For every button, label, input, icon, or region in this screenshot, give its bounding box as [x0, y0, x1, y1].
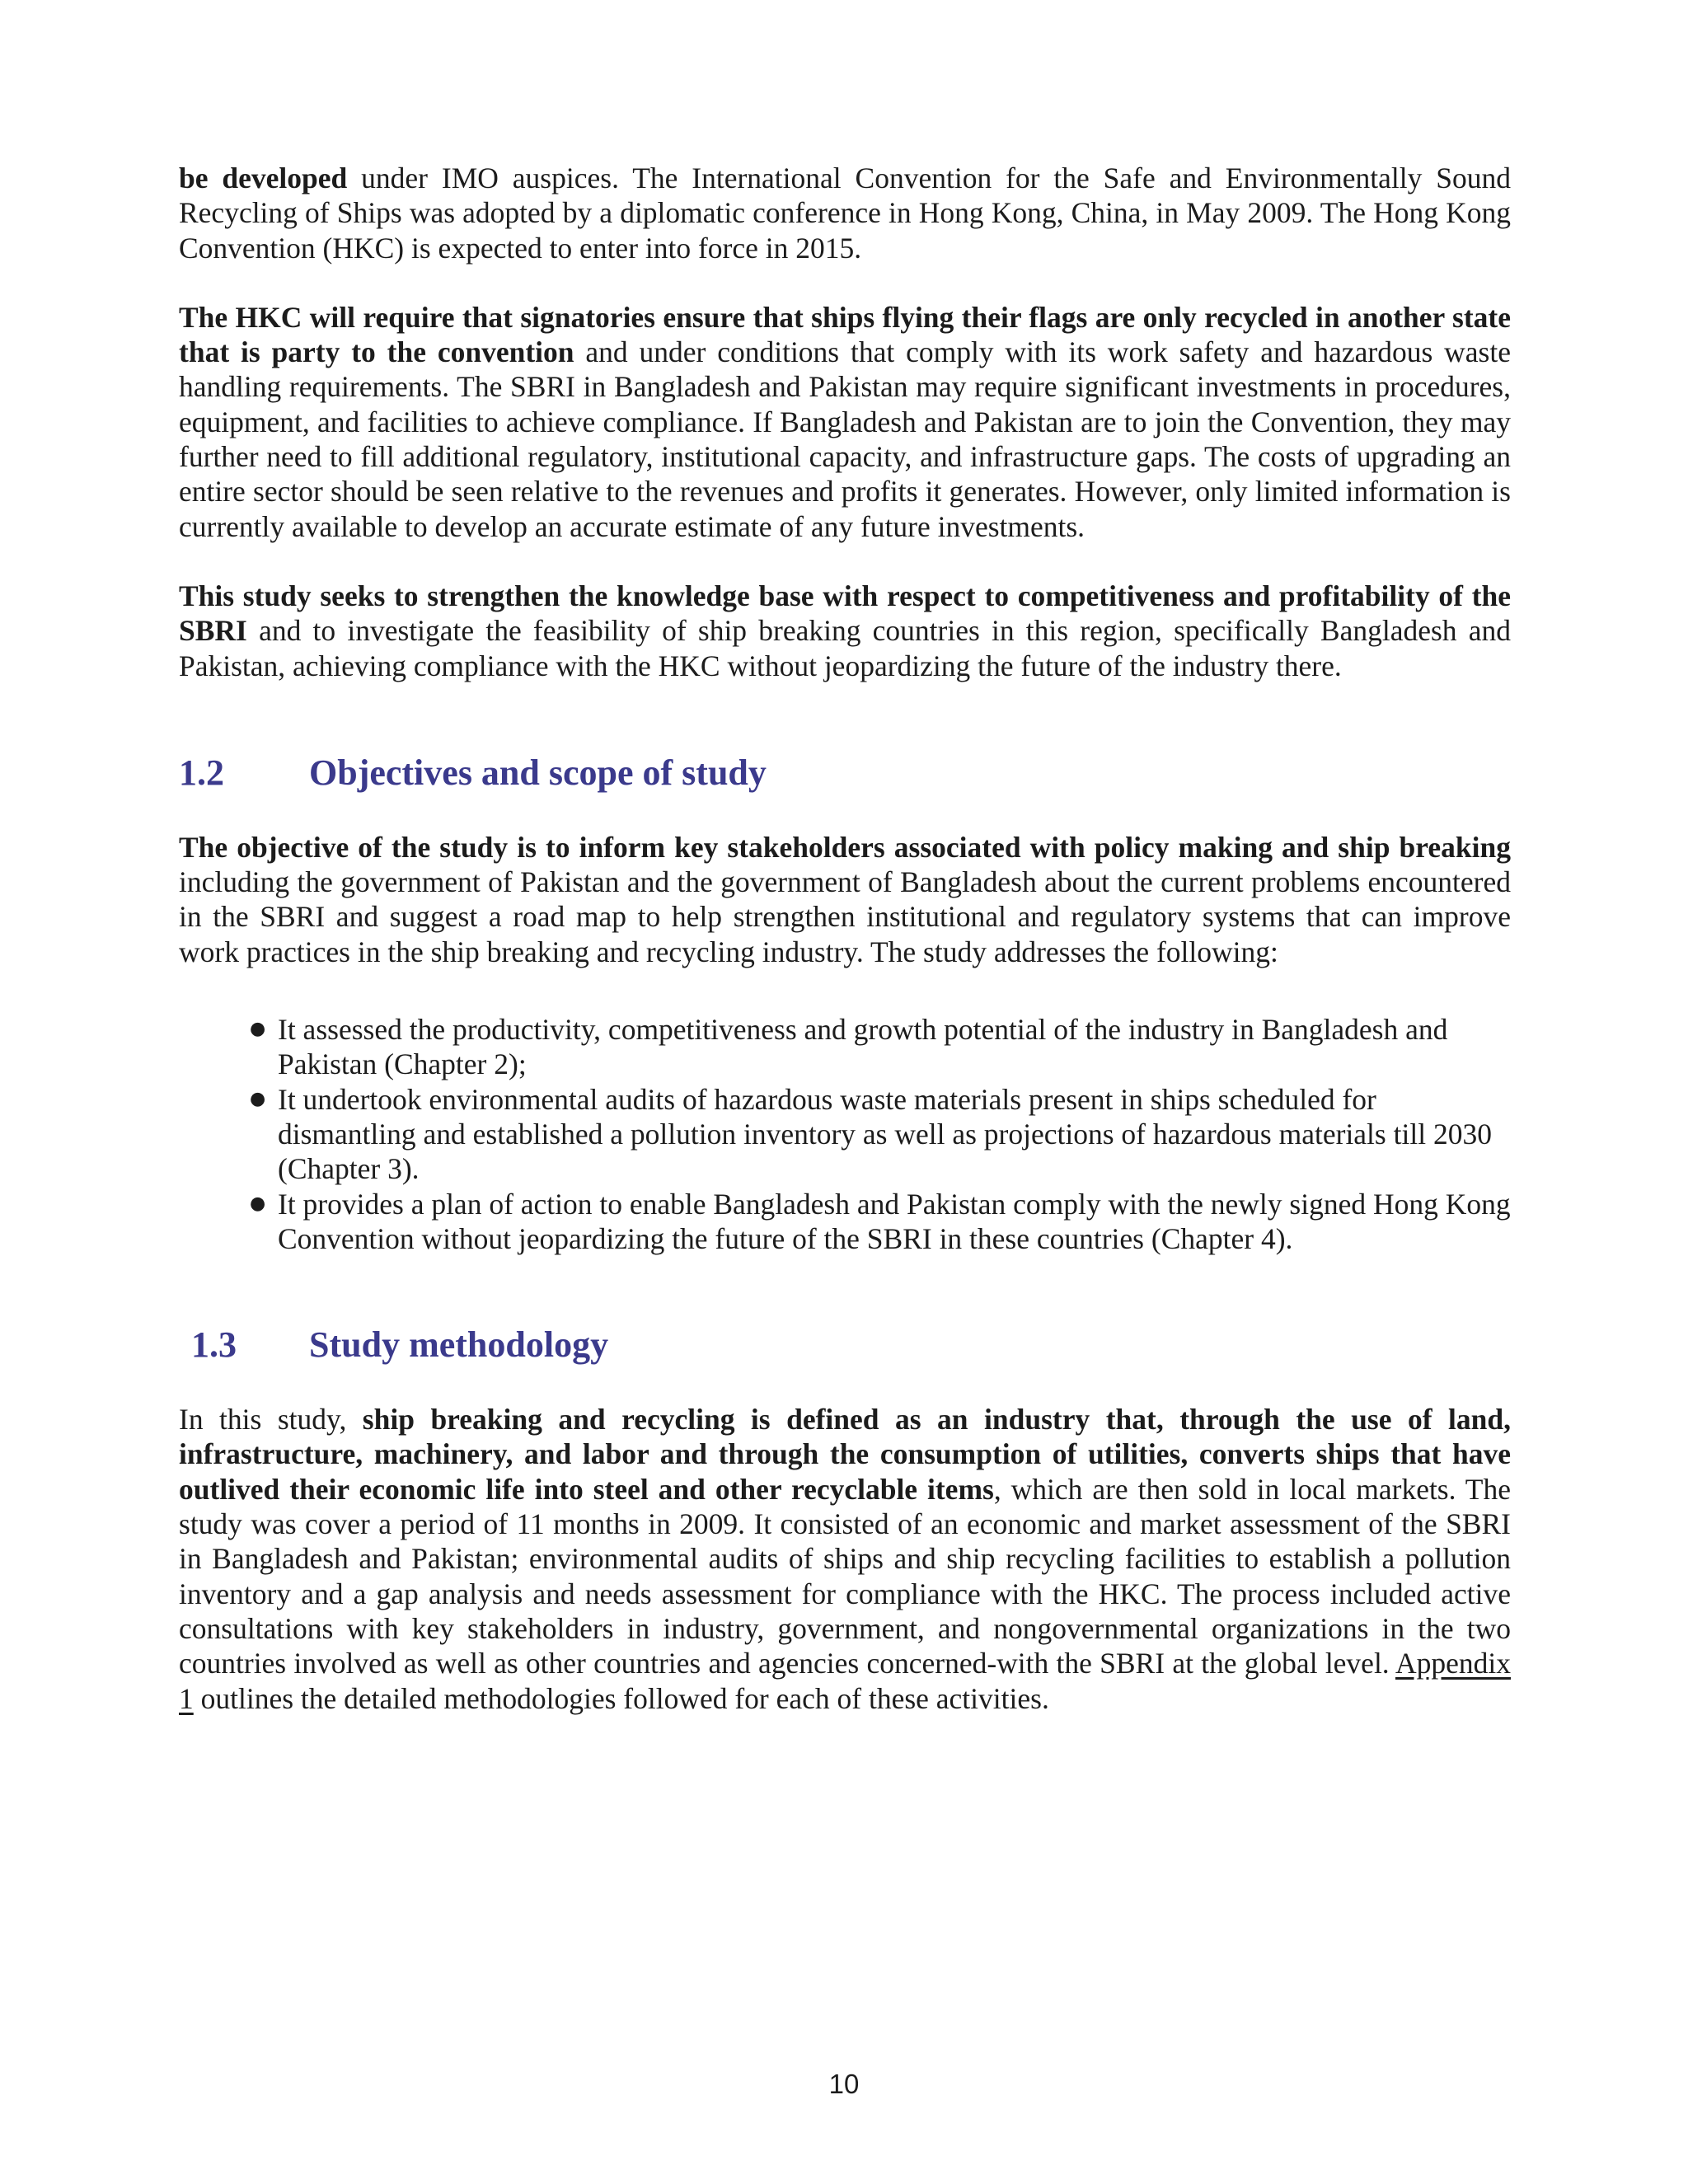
list-item-text: It provides a plan of action to enable Bangladesh and Pakistan comply with the newly signed Hong Kong Convention without jeopardizing the future of the SBRI in these countries (Chapter 4). — [278, 1187, 1511, 1255]
section-number: 1.3 — [191, 1324, 237, 1366]
section-number: 1.2 — [179, 752, 224, 793]
bullet-icon: ● — [250, 1019, 266, 1040]
paragraph-objective — [179, 830, 1511, 969]
bold-lead: This study seeks to strengthen the knowledge base with respect to competitiveness and profitability of the SBRI — [179, 579, 1511, 648]
list-item — [250, 1082, 1514, 1187]
section-heading-objectives — [179, 752, 1511, 794]
paragraph-text: , which are then sold in local markets. The study was cover a period of 11 months in 2009. It consisted of an economic and market assessment of the SBRI in Bangladesh and Pakistan; environmental audits of ships and ship recycling facilities to establish a pollution inventory and a gap analysis and needs assessment for compliance with the HKC. The process included active consultations with key stakeholders in industry, government, and nongovernmental organizations in the two countries involved as well as other countries and agencies concerned-with the SBRI at the global level. — [179, 1472, 1511, 1680]
document-page — [179, 161, 1511, 1716]
paragraph-text: outlines the detailed methodologies followed for each of these activities. — [193, 1681, 1049, 1715]
bold-lead: The HKC will require that signatories ensure that ships flying their flags are only recycled in another state that is party to the convention — [179, 300, 1511, 369]
paragraph-hkc-requirements — [179, 300, 1511, 544]
section-title: Study methodology — [309, 1324, 609, 1366]
bullet-icon: ● — [250, 1088, 266, 1109]
section-heading-methodology — [179, 1324, 1511, 1366]
paragraph-methodology — [179, 1402, 1511, 1716]
paragraph-text: under IMO auspices. The International Convention for the Safe and Environmentally Sound Recycling of Ships was adopted by a diplomatic conference in Hong Kong, China, in May 2009. The Hong Kong Convention (HKC) is expected to enter into force in 2015. — [179, 162, 1511, 265]
paragraph-text: including the government of Pakistan and the government of Bangladesh about the current problems encountered in the SBRI and suggest a road map to help strengthen institutional and regulatory systems that can improve work practices in the ship breaking and recycling industry. The study addresses the following: — [179, 865, 1511, 968]
paragraph-text: In this study, — [179, 1403, 363, 1436]
paragraph-text: and to investigate the feasibility of ship breaking countries in this region, specifically Bangladesh and Pakistan, achieving compliance with the HKC without jeopardizing the future of the industry there. — [179, 614, 1511, 682]
bold-lead: The objective of the study is to inform key stakeholders associated with policy making and ship breaking — [179, 830, 1511, 864]
paragraph-study-purpose — [179, 579, 1511, 683]
list-item-text: It undertook environmental audits of hazardous waste materials present in ships scheduled for dismantling and established a pollution inventory as well as projections of hazardous materials till 2030 (Chapter 3). — [278, 1082, 1492, 1186]
appendix-1-link[interactable]: Appendix 1 — [179, 1647, 1511, 1715]
page-number: 10 — [828, 2069, 860, 2099]
bullet-icon: ● — [250, 1193, 266, 1214]
list-item — [250, 1187, 1514, 1257]
bold-lead: be developed — [179, 162, 348, 194]
objectives-bullet-list — [179, 1012, 1514, 1256]
section-title: Objectives and scope of study — [309, 752, 767, 793]
paragraph-text: and under conditions that comply with its work safety and hazardous waste handling requirements. The SBRI in Bangladesh and Pakistan may require significant investments in procedures, equipment, and facilities to achieve compliance. If Bangladesh and Pakistan are to join the Convention, they may further need to fill additional regulatory, institutional capacity, and infrastructure gaps. The costs of upgrading an entire sector should be seen relative to the revenues and profits it generates. However, only limited information is currently available to develop an accurate estimate of any future investments. — [179, 335, 1511, 543]
bold-definition: ship breaking and recycling is defined as an industry that, through the use of land, infrastructure, machinery, and labor and through the consumption of utilities, converts ships that have outlived their economic life into steel and other recyclable items — [179, 1403, 1511, 1506]
list-item-text: It assessed the productivity, competitiveness and growth potential of the industry in Bangladesh and Pakistan (Chapter 2); — [278, 1013, 1448, 1081]
paragraph-hkc-adoption — [179, 161, 1511, 265]
list-item — [250, 1012, 1514, 1082]
